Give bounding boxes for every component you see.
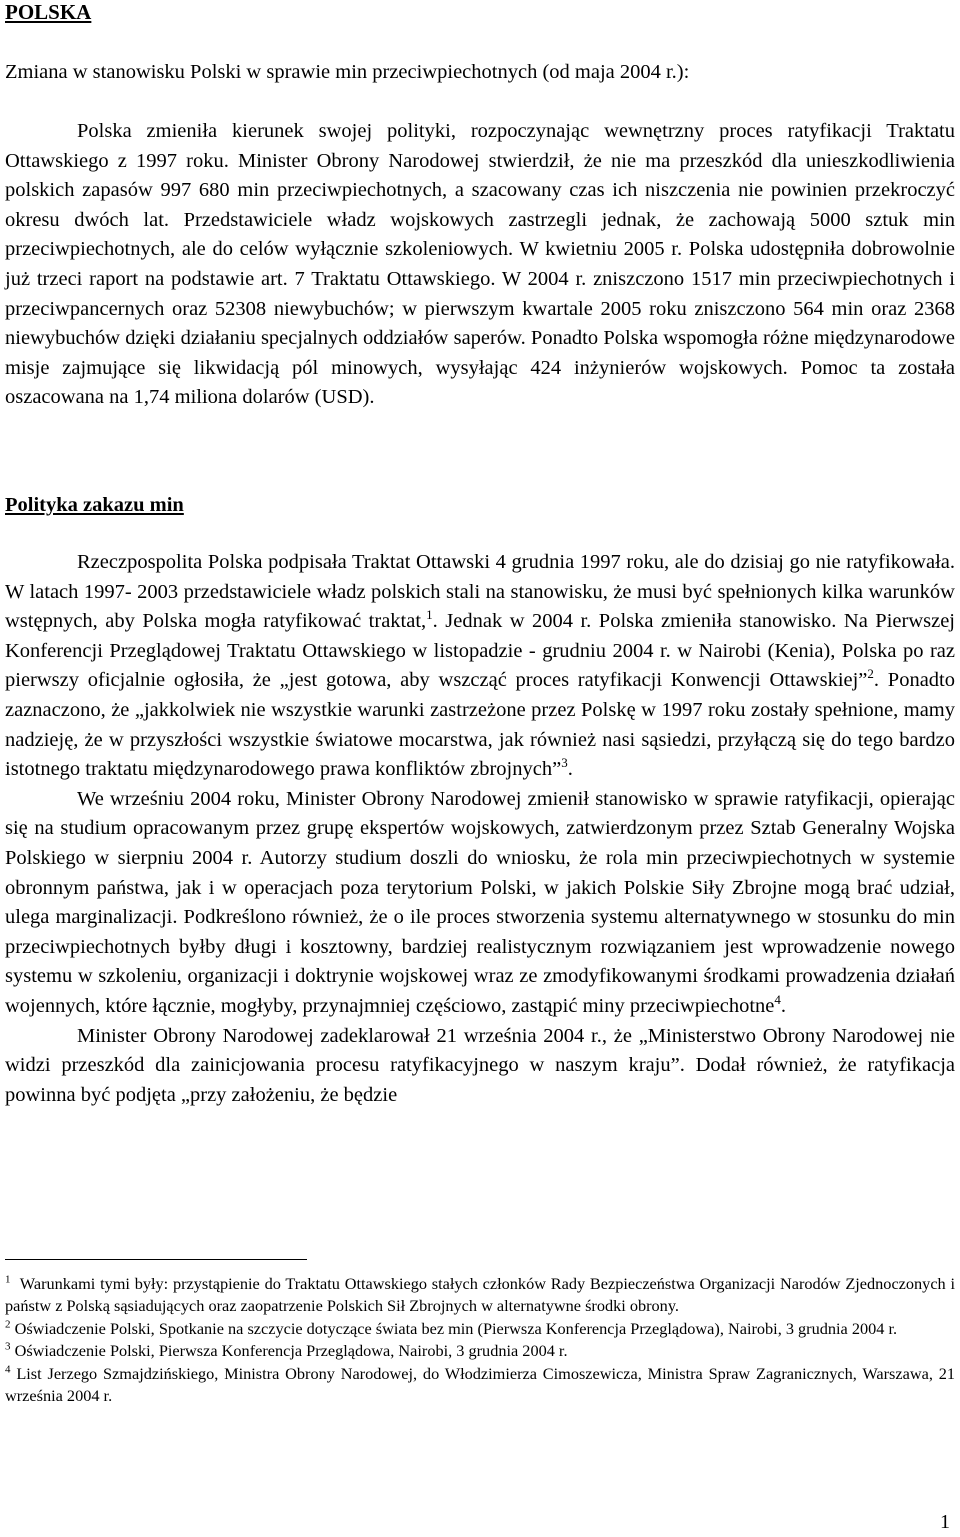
paragraph-3-text-b: . — [780, 994, 787, 1017]
footnote-text: List Jerzego Szmajdzińskiego, Ministra Obrony Narodowej, do Włodzimierza Cimoszewicza, Ministra Spraw Zagranicznych, Warszawa, 21 września 2004 r. — [5, 1363, 955, 1406]
paragraph-2 — [5, 548, 955, 785]
section-1 — [5, 117, 955, 413]
subtitle: Zmiana w stanowisku Polski w sprawie min przeciwpiechotnych (od maja 2004 r.): — [5, 61, 690, 83]
footnote-2 — [5, 1318, 955, 1340]
paragraph-2-text-b: . Jednak w 2004 r. Polska zmieniła stanowisko. Na Pierwszej Konferencji Przeglądowej Traktatu Ottawskiego w listopadzie - grudniu 2004 r. w Nairobi (Kenia), Polska po raz pierwszy oficjalnie ogłosiła, że „jest gotowa, aby wszcząć proces ratyfikacji Konwencji Ottawskiej” — [5, 610, 955, 692]
footnote-number: 3 — [5, 1340, 11, 1353]
footnote-4 — [5, 1363, 955, 1408]
footnote-number: 1 — [5, 1273, 11, 1286]
footnote-1 — [5, 1273, 955, 1318]
section-2 — [5, 548, 955, 1110]
paragraph-2-text-a: Rzeczpospolita Polska podpisała Traktat Ottawski 4 grudnia 1997 roku, ale do dzisiaj go nie ratyfikowała. W latach 1997- 2003 przedstawiciele władz polskich stali na stanowisku, że musi być spełnionych kilka warunków wstępnych, aby Polska mogła ratyfikować traktat, — [5, 551, 955, 633]
page-number: 1 — [940, 1511, 950, 1533]
paragraph-1: Polska zmieniła kierunek swojej polityki, rozpoczynając wewnętrzny proces ratyfikacji Traktatu Ottawskiego z 1997 roku. Minister Obrony Narodowej stwierdził, że nie ma przeszkód dla unieszkodliwienia polskich zapasów 997 680 min przeciwpiechotnych, a szacowany czas ich niszczenia nie powinien przekroczyć okresu dwóch lat. Przedstawiciele władz wojskowych zastrzegli jednak, że zachowają 5000 sztuk min przeciwpiechotnych, ale do celów wyłącznie szkoleniowych. W kwietniu 2005 r. Polska udostępniła dobrowolnie już trzeci raport na podstawie art. 7 Traktatu Ottawskiego. W 2004 r. zniszczono 1517 min przeciwpiechotnych i przeciwpancernych oraz 52308 niewybuchów; w pierwszym kwartale 2005 roku zniszczono 564 min oraz 2368 niewybuchów dzięki działaniu specjalnych oddziałów saperów. Ponadto Polska wspomogła różne międzynarodowe misje zajmujące się likwidacją pól minowych, wysyłając 424 inżynierów wojskowych. Pomoc ta została oszacowana na 1,74 miliona dolarów (USD). — [5, 120, 955, 409]
footnote-ref-2[interactable]: 2 — [867, 666, 874, 682]
paragraph-4: Minister Obrony Narodowej zadeklarował 21 września 2004 r., że „Ministerstwo Obrony Narodowej nie widzi przeszkód dla zainicjowania procesu ratyfikacyjnego w naszym kraju”. Dodał również, że ratyfikacja powinna być podjęta „przy założeniu, że będzie — [5, 1024, 955, 1106]
footnote-text: Warunkami tymi były: przystąpienie do Traktatu Ottawskiego stałych członków Rady Bezpieczeństwa Organizacji Narodów Zjednoczonych i państw z Polską sąsiadujących oraz zaopatrzenie Polskich Sił Zbrojnych w alternatywne środki obrony. — [5, 1274, 955, 1316]
page-title: POLSKA — [5, 0, 92, 24]
paragraph-3 — [5, 785, 955, 1022]
footnote-separator — [5, 1259, 307, 1260]
footnote-number: 4 — [5, 1363, 11, 1376]
footnote-text: Oświadczenie Polski, Pierwsza Konferencja Przeglądowa, Nairobi, 3 grudnia 2004 r. — [14, 1341, 568, 1361]
paragraph-2-text-d: . — [567, 758, 573, 781]
footnote-ref-4[interactable]: 4 — [774, 992, 781, 1008]
footnote-number: 2 — [5, 1318, 11, 1331]
footnote-ref-1[interactable]: 1 — [426, 607, 433, 623]
footnotes — [5, 1273, 955, 1407]
footnote-ref-3[interactable]: 3 — [561, 755, 568, 771]
footnote-3 — [5, 1340, 955, 1362]
paragraph-2-text-c: . Ponadto zaznaczono, że „jakkolwiek nie wszystkie warunki zastrzeżone przez Polskę w 1997 roku zostały spełnione, mamy nadzieję, że w przyszłości wszystkie światowe mocarstwa, jak również nasi sąsiedzi, przyłączą się do tego bardzo istotnego traktatu międzynarodowego prawa konfliktów zbrojnych” — [5, 669, 955, 781]
footnote-text: Oświadczenie Polski, Spotkanie na szczycie dotyczące świata bez min (Pierwsza Konferencja Przeglądowa), Nairobi, 3 grudnia 2004 r. — [14, 1318, 898, 1338]
paragraph-3-text-a: We wrześniu 2004 roku, Minister Obrony Narodowej zmienił stanowisko w sprawie ratyfikacji, opierając się na studium opracowanym przez grupę ekspertów wojskowych, zatwierdzonym przez Sztab Generalny Wojska Polskiego w sierpniu 2004 r. Autorzy studium doszli do wniosku, że rola min przeciwpiechotnych w systemie obronnym państwa, jak i w operacjach poza terytorium Polski, w jakich Polskie Siły Zbrojne mogą brać udział, ulega marginalizacji. Podkreślono również, że o ile proces stworzenia systemu alternatywnego w stosunku do min przeciwpiechotnych byłby długi i kosztowny, bardziej realistycznym rozwiązaniem jest wprowadzenie nowego systemu w szkoleniu, organizacji i doktrynie wojskowej wraz ze zmodyfikowanymi środkami prowadzenia działań wojennych, które łącznie, mogłyby, przynajmniej częściowo, zastąpić miny przeciwpiechotne — [5, 787, 955, 1017]
section-heading: Polityka zakazu min — [5, 494, 184, 516]
